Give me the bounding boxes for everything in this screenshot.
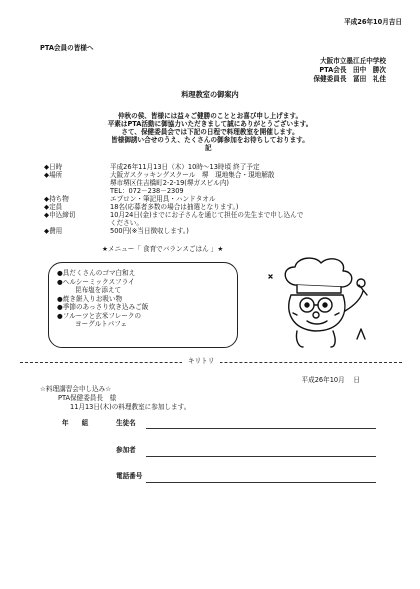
menu-item: ●季節のあっさり炊き込みご飯: [57, 303, 149, 311]
greeting-line: 平素はPTA活動に御協力いただきまして誠にありがとうございます。: [107, 120, 313, 128]
grade-class-label: 年 組: [62, 419, 89, 427]
sender-chair: PTA会長 田中 勝次: [319, 66, 386, 74]
phone-field[interactable]: [146, 482, 376, 483]
recipient: PTA会員の皆様へ: [40, 44, 94, 52]
greeting-line: 仲秋の侯、皆様には益々ご健勝のこととお喜び申し上げます。: [117, 112, 303, 120]
detail-label-capacity: ◆定員: [44, 203, 63, 211]
chef-illustration: [255, 255, 385, 350]
student-name-field[interactable]: [146, 428, 376, 429]
menu-theme: ★メニュー「 食育でバランスごはん 」★: [102, 245, 224, 253]
issue-date: 平成26年10月吉日: [344, 18, 402, 26]
detail-value-deadline: 10月24日(金)までにお子さんを通じて担任の先生まで申し込んで: [110, 211, 304, 219]
form-date: 平成26年10月 日: [301, 376, 360, 384]
menu-item: 昆布塩を添えて: [75, 286, 122, 294]
menu-item: ヨーグルトパフェ: [75, 320, 128, 328]
sender-school: 大阪市立墨江丘中学校: [320, 57, 386, 65]
detail-value-capacity: 18名(応募者多数の場合は抽選となります。): [110, 203, 239, 211]
detail-value-cost: 500円(※当日徴収します。): [110, 227, 189, 235]
form-heading: ☆料理講習会申し込み☆: [40, 385, 112, 393]
detail-value-place: 大阪ガスクッキングスクール 堺 現地集合・現地解散: [110, 171, 275, 179]
details-labels: [44, 163, 75, 235]
detail-value-items: エプロン・筆記用具・ハンドタオル: [110, 195, 216, 203]
menu-item: ●焼き餅入りお吸い物: [57, 294, 123, 303]
ki-mark: 記: [205, 144, 212, 152]
menu-item: ●ヘルシーミックスフライ: [57, 277, 135, 286]
detail-label-items: ◆持ち物: [44, 195, 69, 203]
menu-box: [48, 262, 238, 348]
participant-label: 参加者: [116, 446, 136, 454]
greeting-line: 皆様御誘い合せのうえ、たくさんの御参加をお待ちしております。: [111, 136, 309, 144]
student-name-label: 生徒名: [116, 419, 136, 427]
details-values: [110, 163, 303, 235]
detail-label-deadline: ◆申込締切: [44, 211, 76, 219]
detail-value-deadline-2: ください。: [110, 219, 143, 227]
page-title: 料理教室の御案内: [181, 90, 239, 99]
menu-item: ●具だくさんのゴマ白和え: [57, 269, 136, 277]
detail-label-cost: ◆費用: [44, 227, 63, 235]
cut-label: キリトリ: [182, 357, 220, 365]
form-statement: 11月13日(木)の料理教室に参加します。: [70, 403, 191, 411]
greeting: [0, 112, 420, 144]
menu-item: ●フルーツと玄米フレークの: [57, 311, 142, 320]
detail-label-date: ◆日時: [44, 163, 63, 171]
greeting-line: さて、保健委員会では下記の日程で料理教室を開催します。: [121, 128, 299, 136]
phone-label: 電話番号: [116, 472, 143, 480]
participant-field[interactable]: [146, 456, 376, 457]
form-recipient: PTA保健委員長 様: [58, 394, 117, 402]
sender-committee: 保健委員長 冨田 礼佳: [313, 75, 386, 83]
detail-value-tel: TEL：072－238－2309: [110, 187, 184, 195]
detail-value-date: 平成26年11月13日（木）10時〜13時頃 終了予定: [110, 163, 260, 171]
detail-label-place: ◆場所: [44, 171, 63, 179]
detail-value-address: 堺市堺区住吉橋町2-2-19(堺ガスビル内): [110, 179, 229, 187]
